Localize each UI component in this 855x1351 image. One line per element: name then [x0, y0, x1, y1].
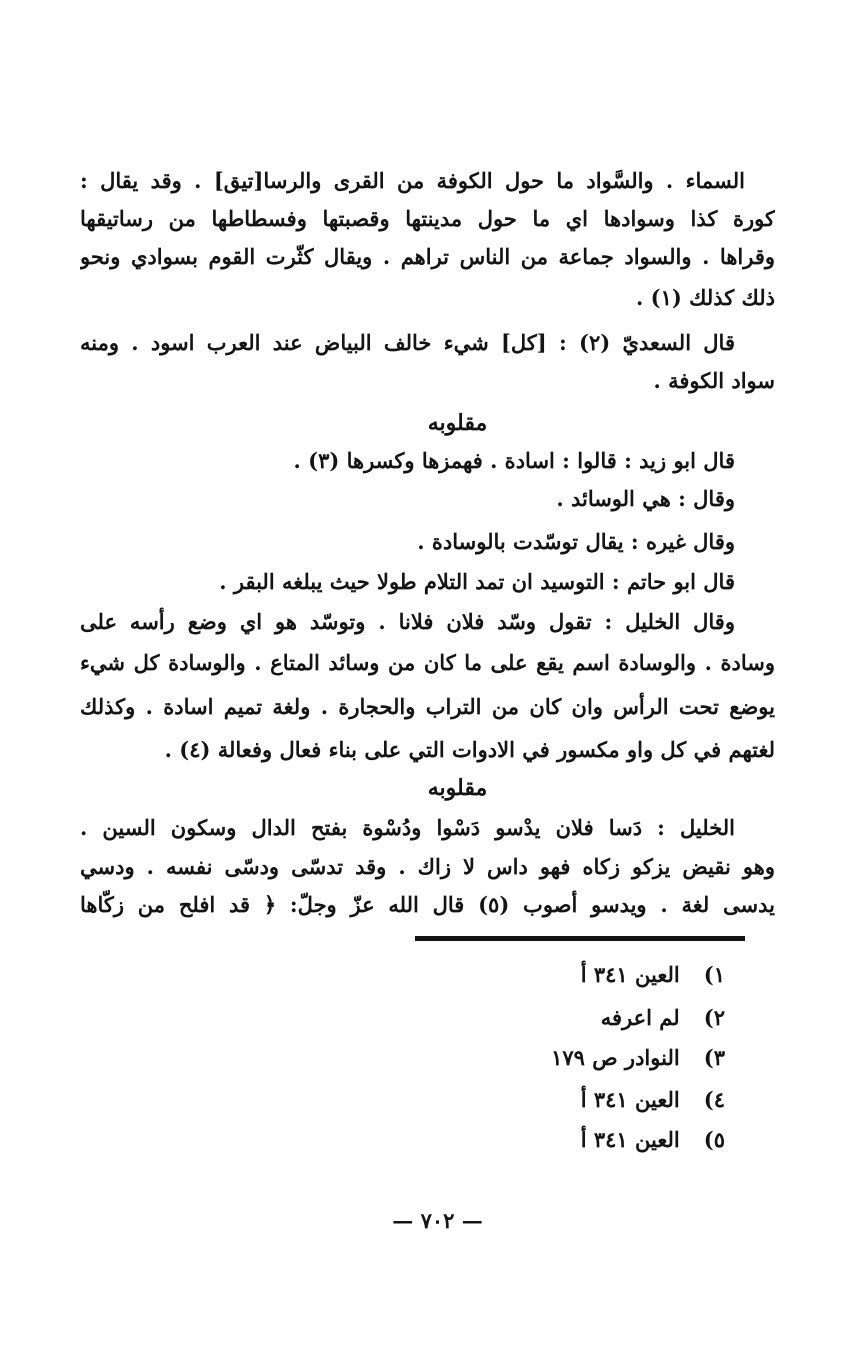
footnote-number: ٣) [703, 1045, 725, 1070]
footnote-text: النوادر ص ١٧٩ [551, 1045, 680, 1070]
section-heading: مقلوبه [427, 775, 488, 801]
section-heading: مقلوبه [427, 410, 488, 436]
text-line: وقال غيره : يقال توسّدت بالوسادة . [417, 529, 735, 554]
footnote-rule [415, 936, 745, 941]
text-line: السماء . والسَّواد ما حول الكوفة من القرى والرسا[تيق] . وقد يقال : [80, 168, 745, 193]
footnote [581, 1085, 725, 1115]
text-line: لغتهم في كل واو مكسور في الادوات التي على بناء فعال وفعالة (٤) . [164, 737, 775, 762]
footnote-text: العين ٣٤١ أ [580, 1127, 680, 1152]
text-line: وقال : هي الوسائد . [556, 486, 735, 511]
footnote [601, 1003, 725, 1033]
footnote-text: العين ٣٤١ أ [580, 962, 680, 987]
text-line: قال ابو زيد : قالوا : اسادة . فهمزها وكسرها (٣) . [293, 448, 735, 473]
text-line: كورة كذا وسوادها اي ما حول مدينتها وقصبتها وفسطاطها من رساتيقها [80, 206, 775, 231]
text-line: يدسى لغة . ويدسو أصوب (٥) قال الله عزّ وجلّ: ﴿ قد افلح من زكّاها [80, 892, 775, 917]
text-line: وهو نقيض يزكو زكاه فهو داس لا زاك . وقد تدسّى ودسّى نفسه . ودسي [80, 854, 775, 879]
footnote-number: ٤) [703, 1087, 725, 1112]
footnote-number: ٥) [703, 1127, 725, 1152]
footnote-text: لم اعرفه [600, 1005, 680, 1030]
footnote [581, 960, 725, 990]
page-number: — ٧٠٢ — [392, 1208, 483, 1233]
footnote [551, 1043, 725, 1073]
text-line: وسادة . والوسادة اسم يقع على ما كان من وسائد المتاع . والوسادة كل شيء [80, 650, 775, 675]
footnote [581, 1125, 725, 1155]
text-line: ذلك كذلك (١) . [636, 285, 775, 310]
text-line: يوضع تحت الرأس وان كان من التراب والحجارة . ولغة تميم اسادة . وكذلك [80, 694, 775, 719]
text-line: قال السعديّ (٢) : [كل] شيء خالف البياض عند العرب اسود . ومنه [80, 330, 735, 355]
footnote-text: العين ٣٤١ أ [580, 1087, 680, 1112]
text-line: الخليل : دَسا فلان يدْسو دَسْوا ودُسْوة بفتح الدال وسكون السين . [80, 815, 735, 840]
text-line: وقال الخليل : تقول وسّد فلان فلانا . وتوسّد هو اي وضع رأسه على [80, 609, 735, 634]
text-line: وقراها . والسواد جماعة من الناس تراهم . ويقال كثّرت القوم بسوادي ونحو [80, 244, 775, 269]
footnote-number: ٢) [703, 1005, 725, 1030]
text-line: سواد الكوفة . [653, 368, 775, 393]
text-line: قال ابو حاتم : التوسيد ان تمد التلام طولا حيث يبلغه البقر . [219, 569, 735, 594]
footnote-number: ١) [703, 962, 725, 987]
